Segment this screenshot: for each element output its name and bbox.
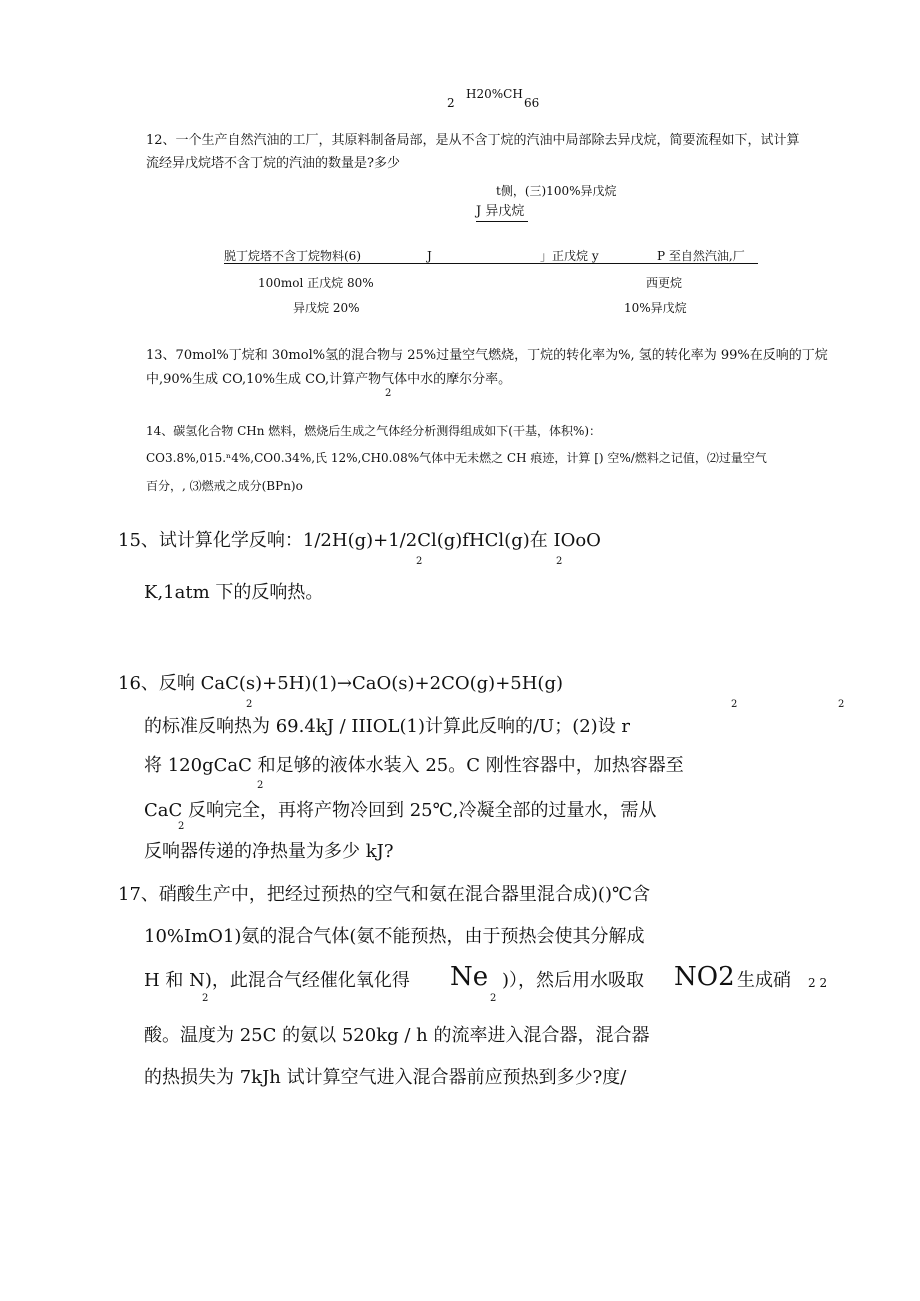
flow-main-underline	[224, 263, 758, 264]
q17-line2: 10%ImO1)氨的混合气体(氨不能预热，由于预热会使其分解成	[144, 926, 645, 947]
top-left-number: 2	[447, 96, 455, 110]
q16-subscript-e: 2	[178, 821, 185, 832]
q15-subscript-2: 2	[556, 556, 563, 567]
flow-main-mid: J	[427, 249, 432, 263]
q15-subscript-1: 2	[416, 556, 423, 567]
q16-subscript-c: 2	[838, 699, 845, 710]
q16-line4: CaC 反响完全，再将产物冷回到 25℃,冷凝全部的过量水，需从	[144, 800, 657, 821]
q17-line5: 的热损失为 7kJh 试计算空气进入混合器前应预热到多少?度/	[144, 1067, 627, 1088]
q12-line2: 流经异戊烷塔不含丁烷的汽油的数量是?多少	[146, 156, 400, 171]
q16-line2: 的标准反响热为 69.4kJ / IIIOL(1)计算此反响的/U；(2)设 r	[144, 716, 631, 737]
q16-line5: 反响器传递的净热量为多少 kJ?	[144, 841, 394, 862]
flow-second-label: J 异戊烷	[476, 204, 525, 219]
q17-line3-b: )），然后用水吸取	[502, 970, 645, 991]
flow-feed1: 100mol 正戊烷 80%	[258, 276, 374, 290]
q17-line1: 17、硝酸生产中，把经过预热的空气和氨在混合器里混合成)()℃含	[118, 884, 651, 905]
q17-line3-no2: NO2	[674, 962, 735, 992]
q17-subscript-g: 2	[490, 993, 497, 1004]
flow-top-label: t侧，(三)100%异戊烷	[496, 184, 617, 198]
q16-subscript-a: 2	[246, 699, 253, 710]
flow-main-left: 脱丁烷塔不含丁烷物料(6)	[224, 249, 361, 263]
q13-subscript: 2	[385, 388, 392, 399]
q16-subscript-b: 2	[731, 699, 738, 710]
q12-line1: 12、一个生产自然汽油的工厂，其原料制备局部，是从不含丁烷的汽油中局部除去异戊烷，简要流程如下，试计算	[146, 133, 800, 148]
q14-line2: CO3.8%,015.ⁿ4%,CO0.34%,氏 12%,CH0.08%气体中无未燃之 CH 痕迹，计算 [) 空%/燃料之记值，⑵过量空气	[146, 451, 767, 465]
flow-out1: 西更烷	[646, 276, 683, 290]
flow-out2: 10%异戊烷	[624, 301, 687, 315]
flow-second-underline	[476, 221, 528, 222]
flow-main-right-a: 」正戊烷 y	[540, 249, 599, 263]
q13-line1: 13、70mol%丁烷和 30mol%氢的混合物与 25%过量空气燃烧，丁烷的转化率为%, 氢的转化率为 99%在反响的丁烷	[146, 348, 828, 363]
q17-line3-a: H 和 N)，此混合气经催化氧化得	[144, 970, 410, 991]
flow-feed2: 异戊烷 20%	[293, 301, 360, 315]
q14-line1: 14、碳氢化合物 CHn 燃料，燃烧后生成之气体经分析测得组成如下(干基，体积%)：	[146, 424, 602, 438]
q13-line2: 中,90%生成 CO,10%生成 CO,计算产物气体中水的摩尔分率。	[146, 372, 512, 387]
q16-subscript-d: 2	[257, 780, 264, 791]
top-right-number: 66	[524, 96, 540, 110]
q17-line3-tail: 2 2	[808, 976, 828, 990]
q17-line3-ne: Ne	[450, 962, 489, 992]
q15-line1: 15、试计算化学反响：1/2H(g)+1/2Cl(g)fHCl(g)在 IOoO	[118, 530, 601, 551]
q15-line2: K,1atm 下的反响热。	[144, 582, 324, 603]
q17-line3-c: 生成硝	[737, 970, 791, 991]
q17-line4: 酸。温度为 25C 的氨以 520kg / h 的流率进入混合器，混合器	[144, 1025, 650, 1046]
q16-line3: 将 120gCaC 和足够的液体水装入 25。C 刚性容器中，加热容器至	[144, 755, 684, 776]
top-formula: H20%CH	[466, 87, 523, 101]
q14-line3: 百分，, ⑶燃戒之成分(BPn)o	[146, 479, 303, 493]
q16-line1: 16、反响 CaC(s)+5H)(1)→CaO(s)+2CO(g)+5H(g)	[118, 673, 563, 694]
q17-subscript-f: 2	[202, 993, 209, 1004]
flow-main-right-b: P 至自然汽油,厂	[657, 249, 745, 263]
